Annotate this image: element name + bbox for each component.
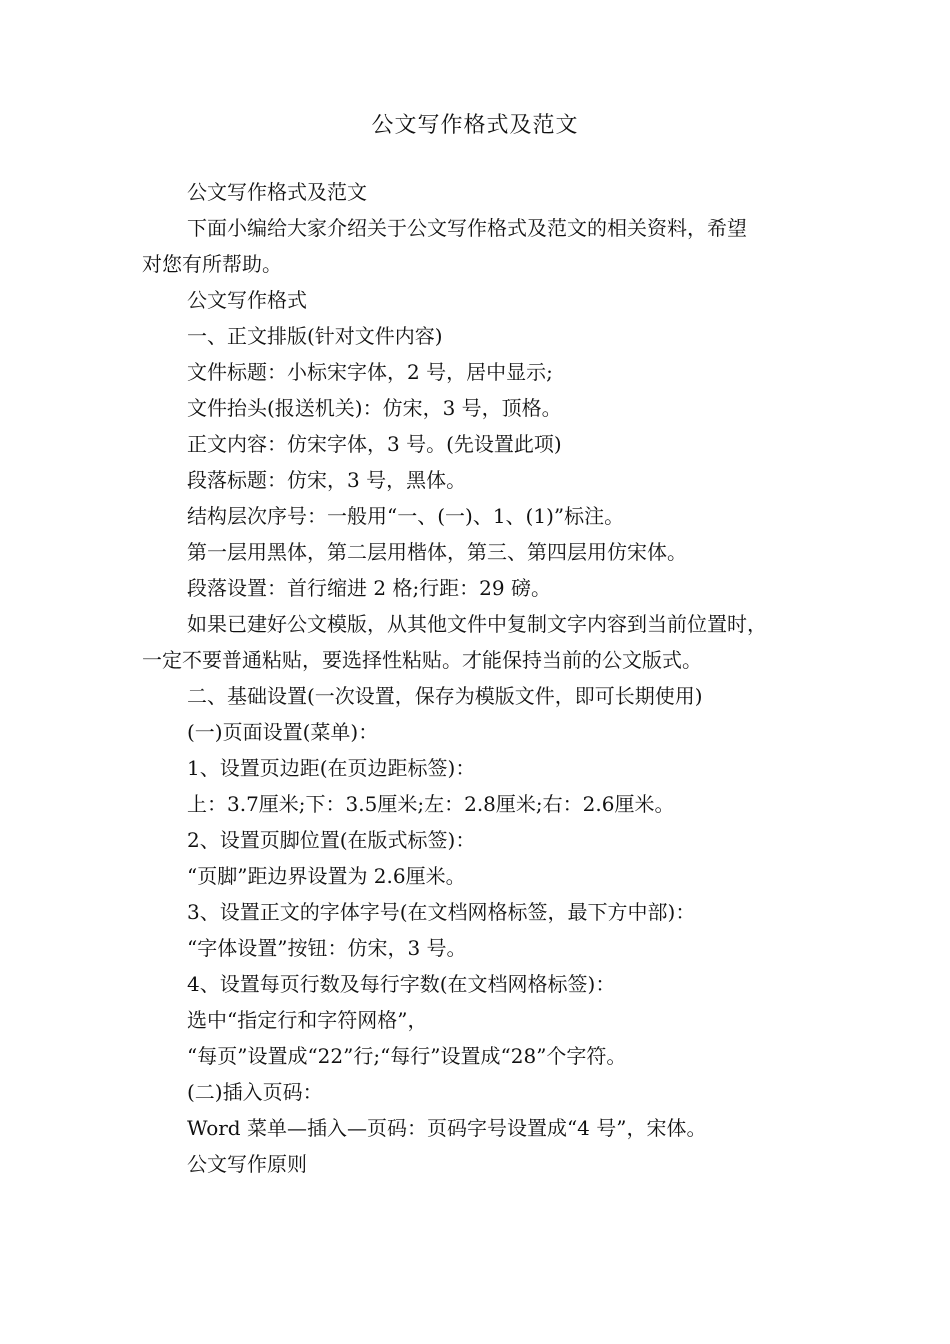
paragraph: (二)插入页码：: [187, 1080, 323, 1104]
paragraph: 公文写作原则: [187, 1152, 307, 1176]
paragraph: 如果已建好公文模版，从其他文件中复制文字内容到当前位置时，: [187, 612, 767, 636]
paragraph: 2、设置页脚位置(在版式标签)：: [187, 828, 476, 852]
paragraph: “字体设置”按钮：仿宋，3 号。: [187, 936, 467, 960]
paragraph: 文件标题：小标宋字体，2 号，居中显示;: [187, 360, 553, 384]
paragraph: 段落设置：首行缩进 2 格;行距：29 磅。: [187, 576, 551, 600]
paragraph: 1、设置页边距(在页边距标签)：: [187, 756, 476, 780]
paragraph: 段落标题：仿宋，3 号，黑体。: [187, 468, 467, 492]
document-body: [142, 174, 818, 1182]
paragraph: 下面小编给大家介绍关于公文写作格式及范文的相关资料，希望: [187, 216, 747, 240]
paragraph: 选中“指定行和字符网格”，: [187, 1008, 428, 1032]
paragraph: 3、设置正文的字体字号(在文档网格标签，最下方中部)：: [187, 900, 696, 924]
paragraph: “页脚”距边界设置为 2.6厘米。: [187, 864, 466, 888]
paragraph: 第一层用黑体，第二层用楷体，第三、第四层用仿宋体。: [187, 540, 687, 564]
paragraph: 对您有所帮助。: [142, 252, 282, 276]
paragraph: 结构层次序号：一般用“一、(一)、1、(1)”标注。: [187, 504, 625, 528]
paragraph: Word 菜单—插入—页码：页码字号设置成“4 号”，宋体。: [187, 1116, 707, 1140]
paragraph: 一、正文排版(针对文件内容): [187, 324, 443, 348]
paragraph: “每页”设置成“22”行;“每行”设置成“28”个字符。: [187, 1044, 627, 1068]
paragraph: 公文写作格式: [187, 288, 307, 312]
paragraph: 正文内容：仿宋字体，3 号。(先设置此项): [187, 432, 562, 456]
paragraph: 二、基础设置(一次设置，保存为模版文件，即可长期使用): [187, 684, 703, 708]
paragraph: 4、设置每页行数及每行字数(在文档网格标签)：: [187, 972, 616, 996]
paragraph: 上：3.7厘米;下：3.5厘米;左：2.8厘米;右：2.6厘米。: [187, 792, 675, 816]
paragraph: (一)页面设置(菜单)：: [187, 720, 379, 744]
paragraph: 一定不要普通粘贴，要选择性粘贴。才能保持当前的公文版式。: [142, 648, 702, 672]
paragraph: 文件抬头(报送机关)：仿宋，3 号，顶格。: [187, 396, 562, 420]
paragraph: 公文写作格式及范文: [187, 180, 367, 204]
document-title: 公文写作格式及范文: [371, 113, 579, 138]
